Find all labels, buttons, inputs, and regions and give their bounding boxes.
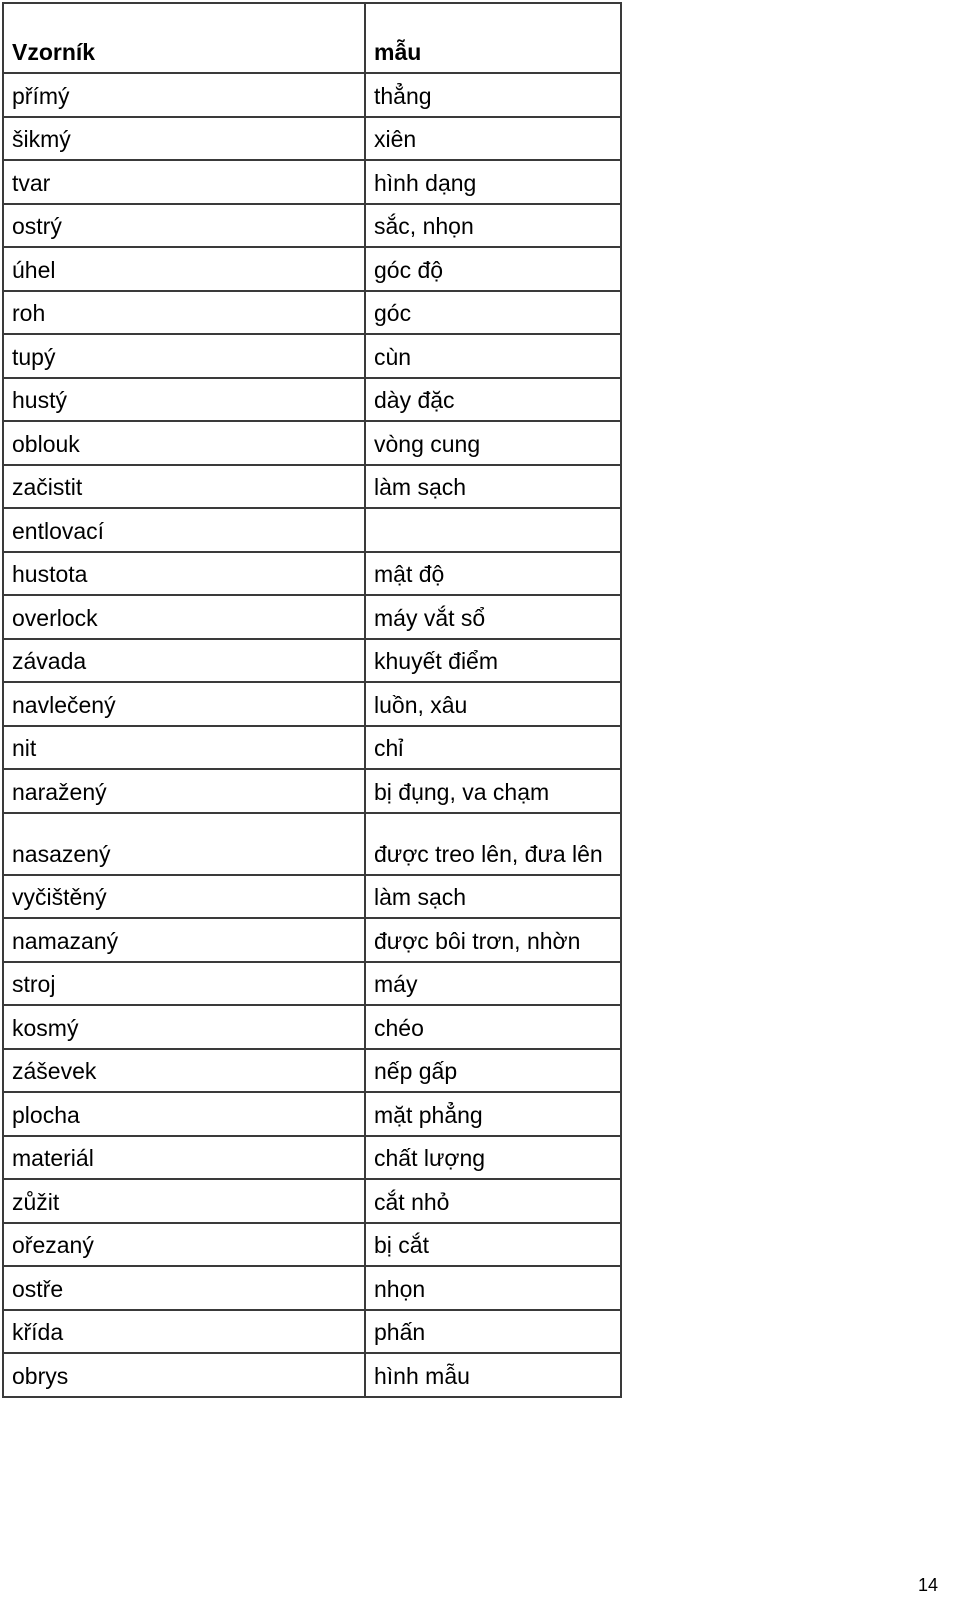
table-row [3,1005,621,1049]
table-row [3,682,621,726]
czech-word: křída [3,1310,365,1354]
table-row [3,552,621,596]
vietnamese-translation: hình mẫu [365,1353,621,1397]
czech-word: overlock [3,595,365,639]
vietnamese-translation: khuyết điểm [365,639,621,683]
czech-word: stroj [3,962,365,1006]
czech-word: roh [3,291,365,335]
table-row [3,73,621,117]
czech-word: obrys [3,1353,365,1397]
czech-word: nasazený [3,813,365,875]
vietnamese-translation: cắt nhỏ [365,1179,621,1223]
table-row [3,160,621,204]
czech-word: záševek [3,1049,365,1093]
table-row [3,1223,621,1267]
header-vietnamese: mẫu [365,3,621,73]
czech-word: hustota [3,552,365,596]
czech-word: ořezaný [3,1223,365,1267]
table-row [3,813,621,875]
czech-word: vyčištěný [3,875,365,919]
table-row [3,247,621,291]
table-row [3,291,621,335]
vietnamese-translation: được treo lên, đưa lên [365,813,621,875]
page-number: 14 [917,1575,938,1595]
czech-word: závada [3,639,365,683]
table-row [3,595,621,639]
vietnamese-translation: nếp gấp [365,1049,621,1093]
vietnamese-translation: dày đặc [365,378,621,422]
table-row [3,769,621,813]
vietnamese-translation: bị đụng, va chạm [365,769,621,813]
vietnamese-translation: vòng cung [365,421,621,465]
table-row [3,378,621,422]
czech-word: ostře [3,1266,365,1310]
table-row [3,1310,621,1354]
czech-word: materiál [3,1136,365,1180]
table-row [3,1092,621,1136]
table-row [3,334,621,378]
table-row [3,465,621,509]
table-row [3,918,621,962]
vietnamese-translation: luồn, xâu [365,682,621,726]
table-row [3,117,621,161]
vietnamese-translation: chỉ [365,726,621,770]
table-row [3,639,621,683]
czech-word: namazaný [3,918,365,962]
header-czech: Vzorník [3,3,365,73]
vocabulary-table [2,2,622,1398]
vietnamese-translation: xiên [365,117,621,161]
vietnamese-translation: bị cắt [365,1223,621,1267]
czech-word: oblouk [3,421,365,465]
czech-word: úhel [3,247,365,291]
vietnamese-translation: máy vắt sổ [365,595,621,639]
vietnamese-translation: mặt phẳng [365,1092,621,1136]
table-row [3,1049,621,1093]
czech-word: navlečený [3,682,365,726]
table-row [3,1353,621,1397]
vietnamese-translation: phấn [365,1310,621,1354]
czech-word: entlovací [3,508,365,552]
table-header-row [3,3,621,73]
vietnamese-translation: góc độ [365,247,621,291]
czech-word: tupý [3,334,365,378]
vocabulary-table-body [3,3,621,1397]
vietnamese-translation: góc [365,291,621,335]
vietnamese-translation: thẳng [365,73,621,117]
table-row [3,1266,621,1310]
vietnamese-translation: nhọn [365,1266,621,1310]
vietnamese-translation: sắc, nhọn [365,204,621,248]
czech-word: začistit [3,465,365,509]
vietnamese-translation: được bôi trơn, nhờn [365,918,621,962]
vietnamese-translation [365,508,621,552]
czech-word: tvar [3,160,365,204]
czech-word: naražený [3,769,365,813]
table-row [3,508,621,552]
vietnamese-translation: làm sạch [365,875,621,919]
vietnamese-translation: cùn [365,334,621,378]
czech-word: kosmý [3,1005,365,1049]
czech-word: zůžit [3,1179,365,1223]
vietnamese-translation: chất lượng [365,1136,621,1180]
table-row [3,1179,621,1223]
vietnamese-translation: mật độ [365,552,621,596]
vietnamese-translation: hình dạng [365,160,621,204]
czech-word: nit [3,726,365,770]
czech-word: ostrý [3,204,365,248]
czech-word: šikmý [3,117,365,161]
vietnamese-translation: máy [365,962,621,1006]
czech-word: plocha [3,1092,365,1136]
table-row [3,875,621,919]
table-row [3,726,621,770]
table-row [3,204,621,248]
vietnamese-translation: làm sạch [365,465,621,509]
table-row [3,962,621,1006]
vietnamese-translation: chéo [365,1005,621,1049]
table-row [3,1136,621,1180]
table-row [3,421,621,465]
czech-word: hustý [3,378,365,422]
czech-word: přímý [3,73,365,117]
